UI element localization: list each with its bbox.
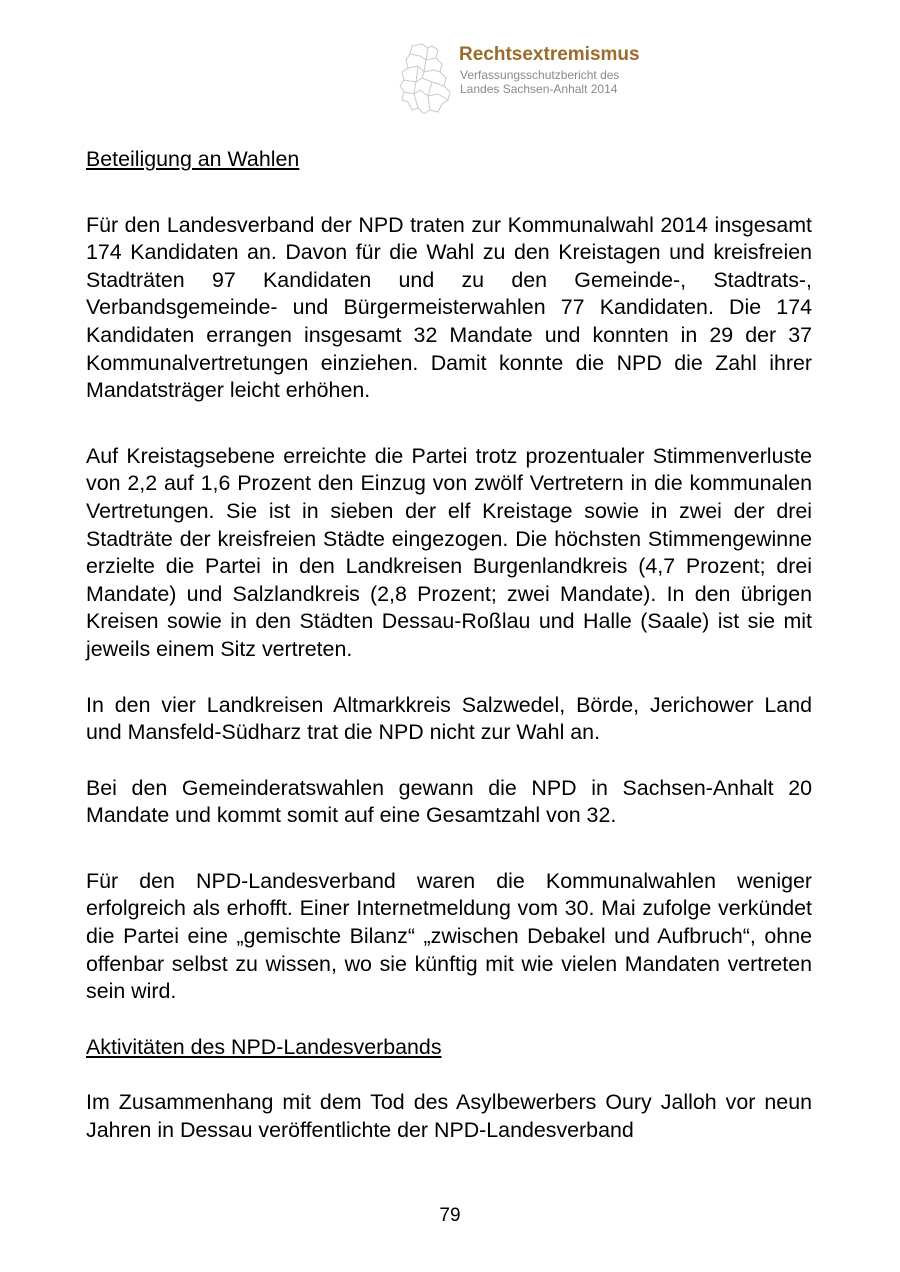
paragraph-gemeinderatswahlen: Bei den Gemeinderatswahlen gewann die NPD in Sachsen-Anhalt 20 Mandate und kommt somit auf eine Gesamtzahl von 32. <box>86 775 812 828</box>
paragraph-landkreise: In den vier Landkreisen Altmarkkreis Salzwedel, Börde, Jerichower Land und Mansfeld-Südharz trat die NPD nicht zur Wahl an. <box>86 692 812 745</box>
paragraph-bilanz: Für den NPD-Landesverband waren die Kommunalwahlen weniger erfolgreich als erhofft. Einer Internetmeldung vom 30. Mai zufolge verkündet die Partei eine „gemischte Bilanz“ „zwischen Debakel und Aufbruch“, ohne offenbar selbst zu wissen, wo sie künftig mit wie vielen Mandaten vertreten sein wird. <box>86 868 812 1004</box>
header-title: Rechtsextremismus <box>459 44 640 65</box>
header-subtitle-line2: Landes Sachsen-Anhalt 2014 <box>460 82 618 96</box>
section-heading-aktivitaeten: Aktivitäten des NPD-Landesverbands <box>86 1034 442 1059</box>
sachsen-anhalt-map-outline-icon <box>398 42 456 114</box>
page-number: 79 <box>439 1205 461 1226</box>
section-heading-wahlen: Beteiligung an Wahlen <box>86 147 300 171</box>
paragraph-kreistagsebene: Auf Kreistagsebene erreichte die Partei trotz prozentualer Stimmenverluste von 2,2 auf 1,6 Prozent den Einzug von zwölf Vertretern in die kommunalen Vertretungen. Sie ist in sieben der elf Kreistage sowie in zwei der drei Stadträte der kreisfreien Städte eingezogen. Die höchsten Stimmengewinne erzielte die Partei in den Landkreisen Burgenlandkreis (4,7 Prozent; drei Mandate) und Salzlandkreis (2,8 Prozent; zwei Mandate). In den übrigen Kreisen sowie in den Städten Dessau-Roßlau und Halle (Saale) ist sie mit jeweils einem Sitz vertreten. <box>86 443 812 661</box>
page-header <box>398 40 698 116</box>
paragraph-kommunalwahl: Für den Landesverband der NPD traten zur Kommunalwahl 2014 insgesamt 174 Kandidaten an. Davon für die Wahl zu den Kreistagen und kreisfreien Stadträten 97 Kandidaten und zu den Gemeinde-, Stadtrats-, Verbandsgemeinde- und Bürgermeisterwahlen 77 Kandidaten. Die 174 Kandidaten errangen insgesamt 32 Mandate und konnten in 29 der 37 Kommunalvertretungen einziehen. Damit konnte die NPD die Zahl ihrer Mandatsträger leicht erhöhen. <box>86 212 812 403</box>
paragraph-oury-jalloh: Im Zusammenhang mit dem Tod des Asylbewerbers Oury Jalloh vor neun Jahren in Dessau veröffentlichte der NPD-Landesverband <box>86 1090 812 1143</box>
header-subtitle-line1: Verfassungsschutzbericht des <box>460 68 620 82</box>
document-body <box>86 146 812 1145</box>
